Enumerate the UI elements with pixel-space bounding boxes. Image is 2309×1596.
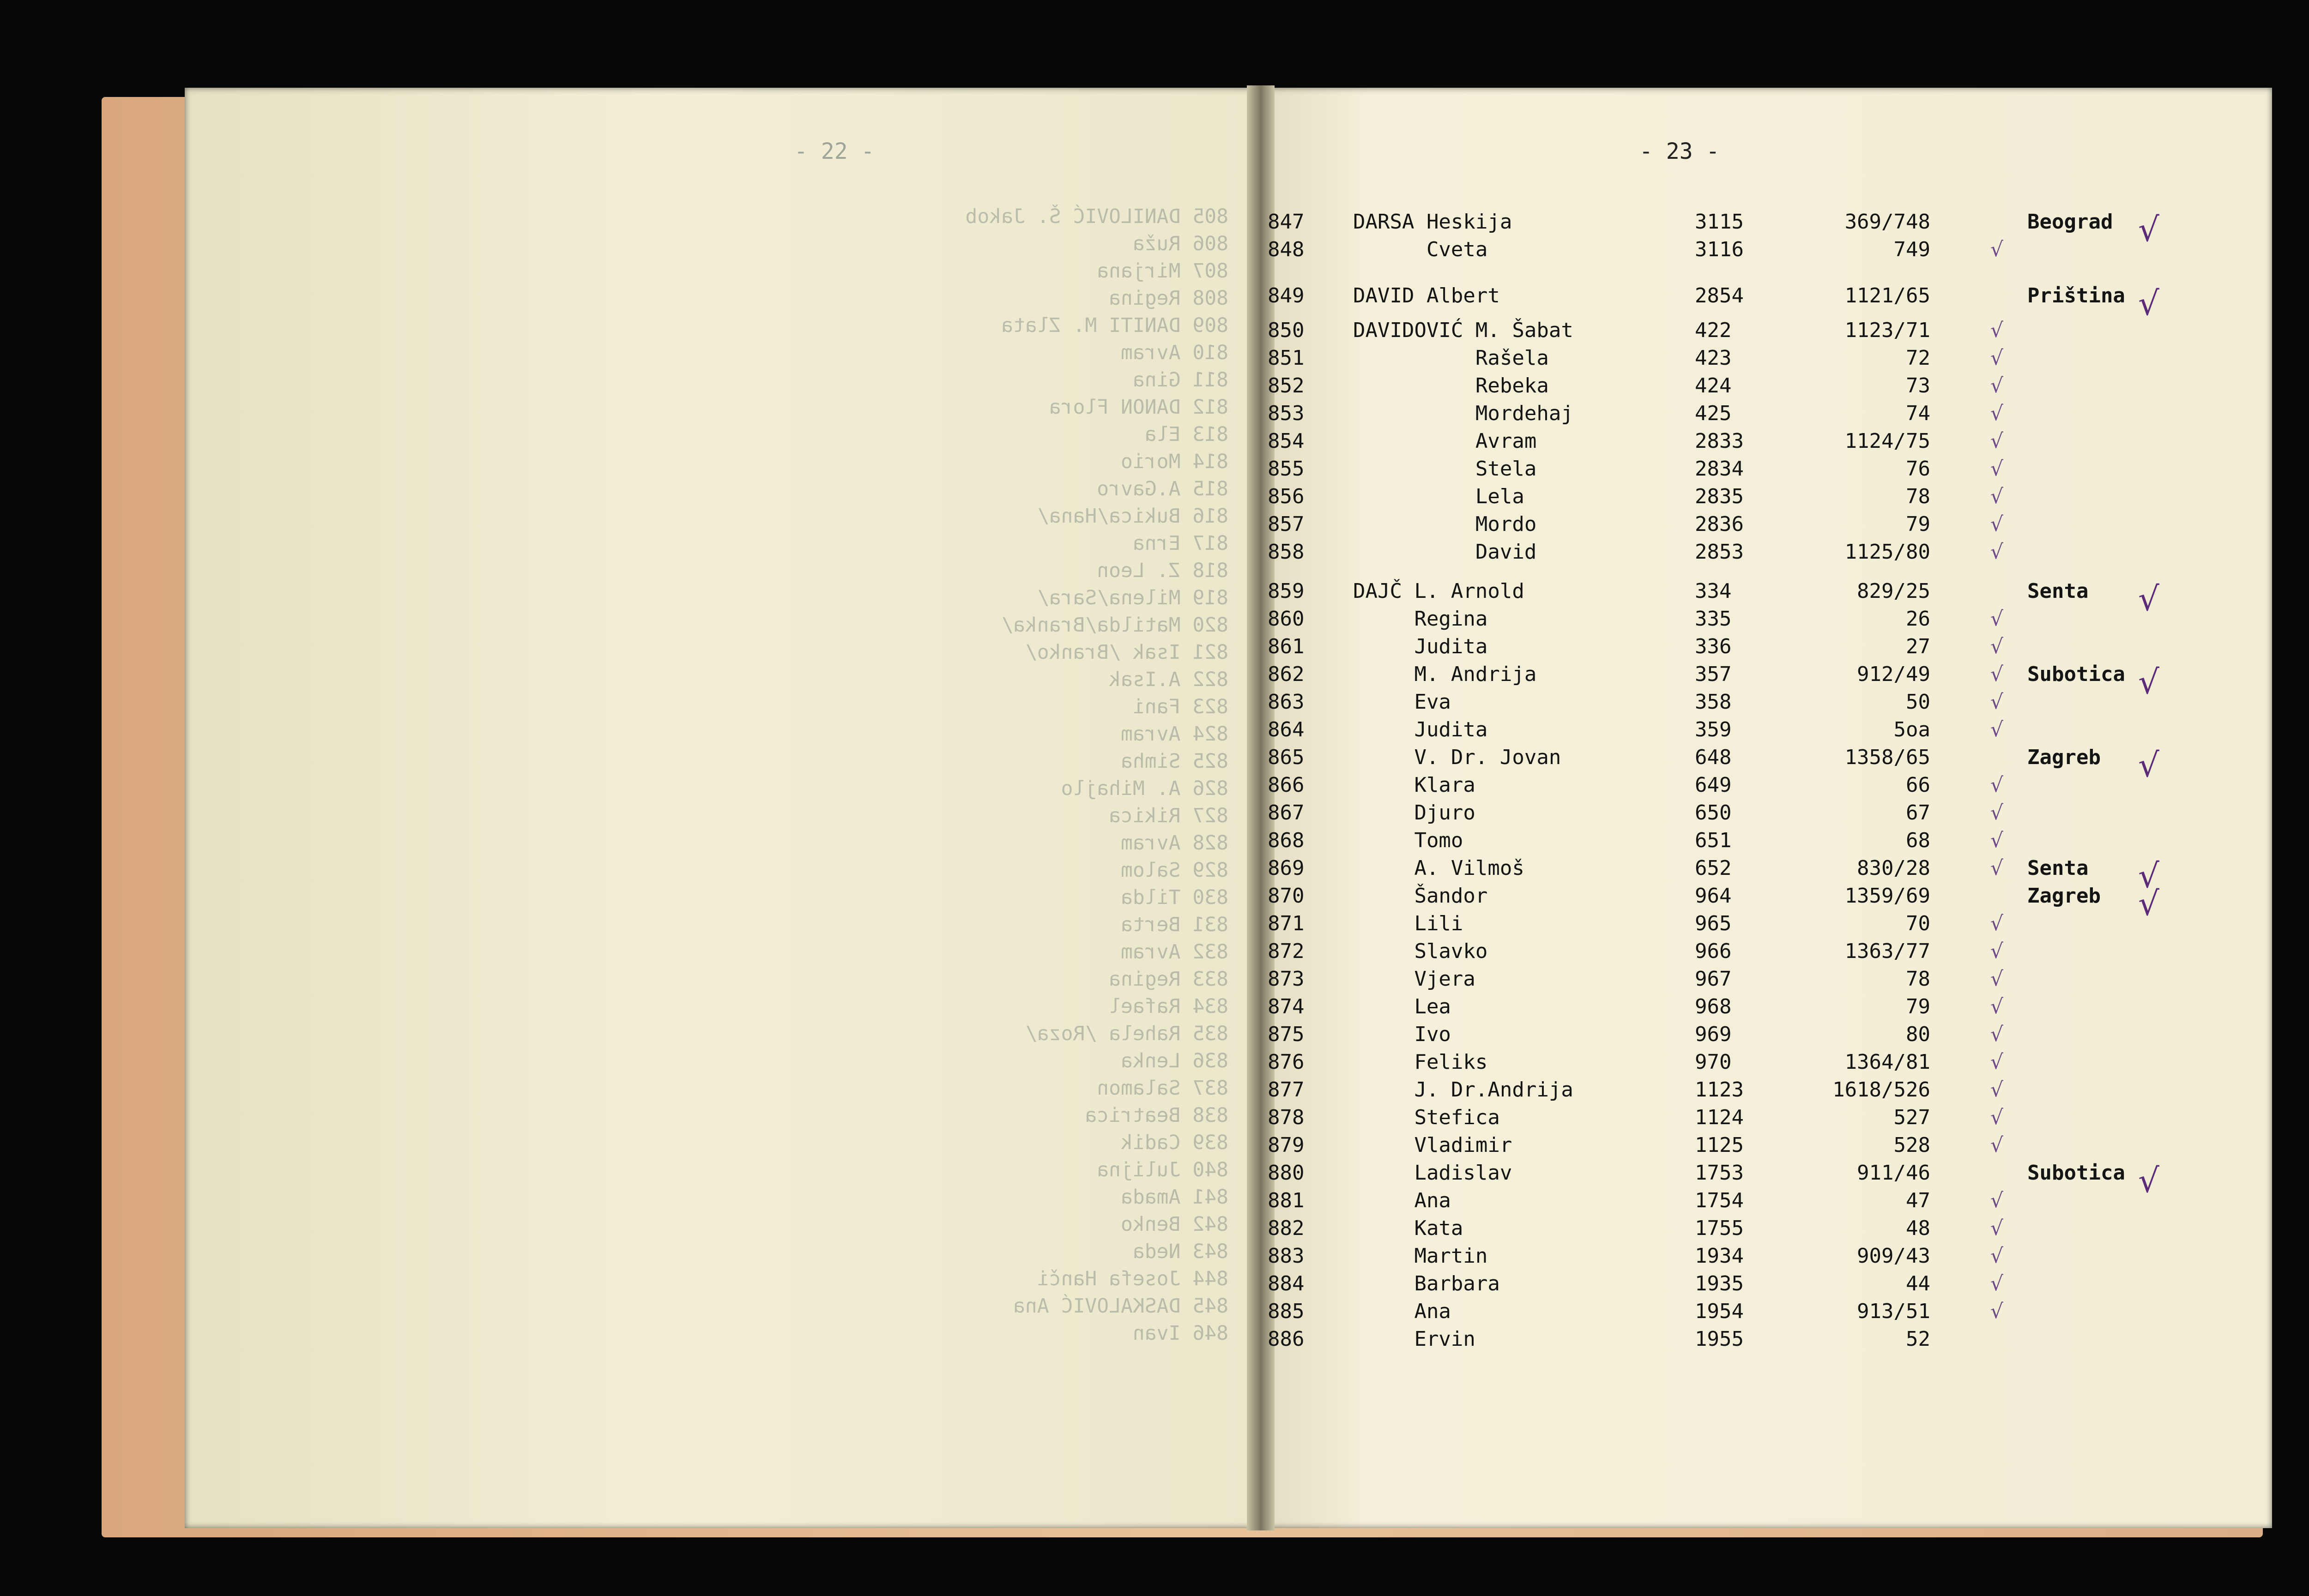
file-reference: 1125/80 — [1844, 540, 1930, 564]
tick-mark: √ — [1990, 1272, 2004, 1295]
person-name: DAVIDOVIĆ M. Šabat — [1353, 319, 1573, 342]
file-reference: 79 — [1906, 995, 1930, 1018]
place-name: Senta — [2027, 856, 2089, 880]
record-number: 3116 — [1695, 238, 1744, 261]
check-mark: √ — [2138, 662, 2159, 701]
person-name: Mordehaj — [1353, 402, 1573, 425]
tick-mark: √ — [1990, 995, 2004, 1018]
person-name: Slavko — [1353, 940, 1488, 963]
record-number: 1935 — [1695, 1272, 1744, 1295]
record-number: 1124 — [1695, 1106, 1744, 1129]
record-number: 2835 — [1695, 485, 1744, 508]
file-reference: 79 — [1906, 512, 1930, 536]
row-number: 871 — [1268, 912, 1305, 935]
file-reference: 749 — [1893, 238, 1930, 261]
record-number: 970 — [1695, 1050, 1732, 1074]
person-name: Barbara — [1353, 1272, 1500, 1295]
place-name: Subotica — [2027, 662, 2125, 686]
record-number: 336 — [1695, 635, 1732, 658]
file-reference: 80 — [1906, 1023, 1930, 1046]
record-number: 648 — [1695, 746, 1732, 769]
record-number: 966 — [1695, 940, 1732, 963]
record-number: 2833 — [1695, 429, 1744, 453]
record-number: 965 — [1695, 912, 1732, 935]
tick-mark: √ — [1990, 512, 2004, 536]
file-reference: 527 — [1893, 1106, 1930, 1129]
row-number: 881 — [1268, 1189, 1305, 1212]
tick-mark: √ — [1990, 374, 2004, 397]
check-mark: √ — [2138, 1161, 2159, 1200]
record-number: 3115 — [1695, 210, 1744, 234]
record-number: 652 — [1695, 856, 1732, 880]
row-number: 880 — [1268, 1161, 1305, 1185]
file-reference: 1124/75 — [1844, 429, 1930, 453]
tick-mark: √ — [1990, 1300, 2004, 1323]
person-name: Stefica — [1353, 1106, 1500, 1129]
person-name: Ladislav — [1353, 1161, 1512, 1185]
person-name: Regina — [1353, 607, 1488, 631]
tick-mark: √ — [1990, 1050, 2004, 1074]
file-reference: 1359/69 — [1844, 884, 1930, 908]
person-name: Rašela — [1353, 346, 1549, 370]
file-reference: 50 — [1906, 690, 1930, 714]
row-number: 866 — [1268, 773, 1305, 797]
check-mark: √ — [2138, 579, 2159, 618]
record-number: 1125 — [1695, 1133, 1744, 1157]
place-name: Subotica — [2027, 1161, 2125, 1185]
place-name: Zagreb — [2027, 884, 2101, 908]
person-name: Judita — [1353, 635, 1488, 658]
tick-mark: √ — [1990, 402, 2004, 425]
row-number: 859 — [1268, 579, 1305, 603]
tick-mark: √ — [1990, 662, 2004, 686]
file-reference: 1363/77 — [1844, 940, 1930, 963]
person-name: Eva — [1353, 690, 1451, 714]
file-reference: 26 — [1906, 607, 1930, 631]
file-reference: 78 — [1906, 485, 1930, 508]
record-number: 357 — [1695, 662, 1732, 686]
place-name: Beograd — [2027, 210, 2113, 234]
record-number: 2853 — [1695, 540, 1744, 564]
record-number: 1754 — [1695, 1189, 1744, 1212]
row-number: 869 — [1268, 856, 1305, 880]
tick-mark: √ — [1990, 635, 2004, 658]
person-name: DARSA Heskija — [1353, 210, 1512, 234]
row-number: 873 — [1268, 967, 1305, 991]
row-number: 862 — [1268, 662, 1305, 686]
file-reference: 1364/81 — [1844, 1050, 1930, 1074]
row-number: 885 — [1268, 1300, 1305, 1323]
row-number: 882 — [1268, 1217, 1305, 1240]
record-number: 1934 — [1695, 1244, 1744, 1268]
tick-mark: √ — [1990, 829, 2004, 852]
tick-mark: √ — [1990, 1189, 2004, 1212]
person-name: Djuro — [1353, 801, 1475, 825]
tick-mark: √ — [1990, 238, 2004, 261]
row-number: 875 — [1268, 1023, 1305, 1046]
person-name: Vjera — [1353, 967, 1475, 991]
file-reference: 911/46 — [1857, 1161, 1930, 1185]
record-number: 964 — [1695, 884, 1732, 908]
person-name: Tomo — [1353, 829, 1463, 852]
file-reference: 1123/71 — [1844, 319, 1930, 342]
row-number: 874 — [1268, 995, 1305, 1018]
record-number: 424 — [1695, 374, 1732, 397]
row-number: 861 — [1268, 635, 1305, 658]
file-reference: 44 — [1906, 1272, 1930, 1295]
file-reference: 68 — [1906, 829, 1930, 852]
row-number: 872 — [1268, 940, 1305, 963]
tick-mark: √ — [1990, 718, 2004, 741]
person-name: Lea — [1353, 995, 1451, 1018]
record-number: 1955 — [1695, 1327, 1744, 1351]
record-number: 1123 — [1695, 1078, 1744, 1102]
row-number: 858 — [1268, 540, 1305, 564]
tick-mark: √ — [1990, 607, 2004, 631]
person-name: Šandor — [1353, 884, 1488, 908]
tick-mark: √ — [1990, 773, 2004, 797]
record-number: 2836 — [1695, 512, 1744, 536]
tick-mark: √ — [1990, 856, 2004, 880]
file-reference: 78 — [1906, 967, 1930, 991]
check-mark: √ — [2138, 746, 2159, 784]
check-mark: √ — [2138, 856, 2159, 895]
tick-mark: √ — [1990, 1078, 2004, 1102]
person-name: Feliks — [1353, 1050, 1488, 1074]
tick-mark: √ — [1990, 912, 2004, 935]
person-name: David — [1353, 540, 1537, 564]
row-number: 852 — [1268, 374, 1305, 397]
record-number: 2834 — [1695, 457, 1744, 481]
file-reference: 528 — [1893, 1133, 1930, 1157]
tick-mark: √ — [1990, 1023, 2004, 1046]
file-reference: 73 — [1906, 374, 1930, 397]
place-name: Priština — [2027, 284, 2125, 307]
person-name: Ana — [1353, 1189, 1451, 1212]
person-name: Ervin — [1353, 1327, 1475, 1351]
person-name: M. Andrija — [1353, 662, 1537, 686]
left-page-number: - 22 - — [794, 139, 875, 164]
check-mark: √ — [2138, 210, 2159, 249]
row-number: 877 — [1268, 1078, 1305, 1102]
check-mark: √ — [2138, 884, 2159, 923]
row-number: 870 — [1268, 884, 1305, 908]
tick-mark: √ — [1990, 967, 2004, 991]
place-name: Senta — [2027, 579, 2089, 603]
row-number: 850 — [1268, 319, 1305, 342]
record-number: 335 — [1695, 607, 1732, 631]
record-number: 425 — [1695, 402, 1732, 425]
row-number: 856 — [1268, 485, 1305, 508]
file-reference: 74 — [1906, 402, 1930, 425]
file-reference: 909/43 — [1857, 1244, 1930, 1268]
file-reference: 70 — [1906, 912, 1930, 935]
person-name: Lela — [1353, 485, 1524, 508]
tick-mark: √ — [1990, 940, 2004, 963]
file-reference: 48 — [1906, 1217, 1930, 1240]
person-name: Rebeka — [1353, 374, 1549, 397]
file-reference: 47 — [1906, 1189, 1930, 1212]
record-number: 967 — [1695, 967, 1732, 991]
row-number: 848 — [1268, 238, 1305, 261]
row-number: 879 — [1268, 1133, 1305, 1157]
file-reference: 27 — [1906, 635, 1930, 658]
file-reference: 72 — [1906, 346, 1930, 370]
row-number: 851 — [1268, 346, 1305, 370]
tick-mark: √ — [1990, 1106, 2004, 1129]
person-name: Vladimir — [1353, 1133, 1512, 1157]
tick-mark: √ — [1990, 346, 2004, 370]
tick-mark: √ — [1990, 319, 2004, 342]
record-number: 1755 — [1695, 1217, 1744, 1240]
tick-mark: √ — [1990, 1133, 2004, 1157]
row-number: 853 — [1268, 402, 1305, 425]
record-number: 651 — [1695, 829, 1732, 852]
tick-mark: √ — [1990, 801, 2004, 825]
tick-mark: √ — [1990, 540, 2004, 564]
person-name: DAVID Albert — [1353, 284, 1500, 307]
file-reference: 66 — [1906, 773, 1930, 797]
person-name: A. Vilmoš — [1353, 856, 1524, 880]
file-reference: 830/28 — [1857, 856, 1930, 880]
person-name: Cveta — [1353, 238, 1488, 261]
file-reference: 369/748 — [1844, 210, 1930, 234]
tick-mark: √ — [1990, 457, 2004, 481]
row-number: 876 — [1268, 1050, 1305, 1074]
file-reference: 1358/65 — [1844, 746, 1930, 769]
record-number: 649 — [1695, 773, 1732, 797]
row-number: 854 — [1268, 429, 1305, 453]
row-number: 847 — [1268, 210, 1305, 234]
file-reference: 912/49 — [1857, 662, 1930, 686]
person-name: Ivo — [1353, 1023, 1451, 1046]
file-reference: 67 — [1906, 801, 1930, 825]
bleed-through-text: 805 DANILOVIĆ Š. Jakob 806 Ruža 807 Mirjana 808 Regina 809 DANITI M. Zlata 810 Avram 811 Gina 812 DANON Flora 813 Ela 814 Morio 815 A.Gavro 816 Bukica/Hana/ 817 Erna 818 Z. Leon 819 Milena/Sara/ 820 Matilda/Branka/ 821 Isak /Branko/ 822 A.Isak 823 Fani 824 Avram 825 Simha 826 A. Mihajlo 827 Rikica 828 Avram 829 Salom 830 Tilda 831 Berta 832 Avram 833 Regina 834 Rafael 835 Rahela /Roza/ 836 Lenka 837 Salamon 838 Beatrica 839 Cadik 840 Julijna 841 Amada 842 Benko 843 Neda 844 Josefa Hanči 845 DASKALOVIĆ Ana 846 Ivan — [965, 205, 1228, 1345]
file-reference: 5oa — [1893, 718, 1930, 741]
record-number: 423 — [1695, 346, 1732, 370]
right-page-number: - 23 - — [1639, 139, 1720, 164]
person-name: DAJČ L. Arnold — [1353, 579, 1524, 603]
person-name: Avram — [1353, 429, 1537, 453]
row-number: 868 — [1268, 829, 1305, 852]
check-mark: √ — [2138, 284, 2159, 323]
row-number: 855 — [1268, 457, 1305, 481]
row-number: 884 — [1268, 1272, 1305, 1295]
person-name: J. Dr.Andrija — [1353, 1078, 1573, 1102]
record-number: 359 — [1695, 718, 1732, 741]
row-number: 863 — [1268, 690, 1305, 714]
person-name: V. Dr. Jovan — [1353, 746, 1561, 769]
record-number: 1753 — [1695, 1161, 1744, 1185]
file-reference: 1121/65 — [1844, 284, 1930, 307]
row-number: 883 — [1268, 1244, 1305, 1268]
tick-mark: √ — [1990, 690, 2004, 714]
record-number: 334 — [1695, 579, 1732, 603]
record-number: 422 — [1695, 319, 1732, 342]
row-number: 865 — [1268, 746, 1305, 769]
file-reference: 829/25 — [1857, 579, 1930, 603]
person-name: Stela — [1353, 457, 1537, 481]
record-number: 650 — [1695, 801, 1732, 825]
tick-mark: √ — [1990, 485, 2004, 508]
row-number: 867 — [1268, 801, 1305, 825]
person-name: Ana — [1353, 1300, 1451, 1323]
row-number: 886 — [1268, 1327, 1305, 1351]
row-number: 849 — [1268, 284, 1305, 307]
record-number: 358 — [1695, 690, 1732, 714]
file-reference: 913/51 — [1857, 1300, 1930, 1323]
person-name: Mordo — [1353, 512, 1537, 536]
row-number: 864 — [1268, 718, 1305, 741]
row-number: 857 — [1268, 512, 1305, 536]
row-number: 878 — [1268, 1106, 1305, 1129]
tick-mark: √ — [1990, 1244, 2004, 1268]
record-number: 1954 — [1695, 1300, 1744, 1323]
tick-mark: √ — [1990, 1217, 2004, 1240]
tick-mark: √ — [1990, 429, 2004, 453]
record-number: 969 — [1695, 1023, 1732, 1046]
file-reference: 52 — [1906, 1327, 1930, 1351]
person-name: Klara — [1353, 773, 1475, 797]
record-number: 968 — [1695, 995, 1732, 1018]
record-number: 2854 — [1695, 284, 1744, 307]
file-reference: 76 — [1906, 457, 1930, 481]
person-name: Lili — [1353, 912, 1463, 935]
person-name: Kata — [1353, 1217, 1463, 1240]
person-name: Judita — [1353, 718, 1488, 741]
row-number: 860 — [1268, 607, 1305, 631]
file-reference: 1618/526 — [1832, 1078, 1930, 1102]
person-name: Martin — [1353, 1244, 1488, 1268]
place-name: Zagreb — [2027, 746, 2101, 769]
